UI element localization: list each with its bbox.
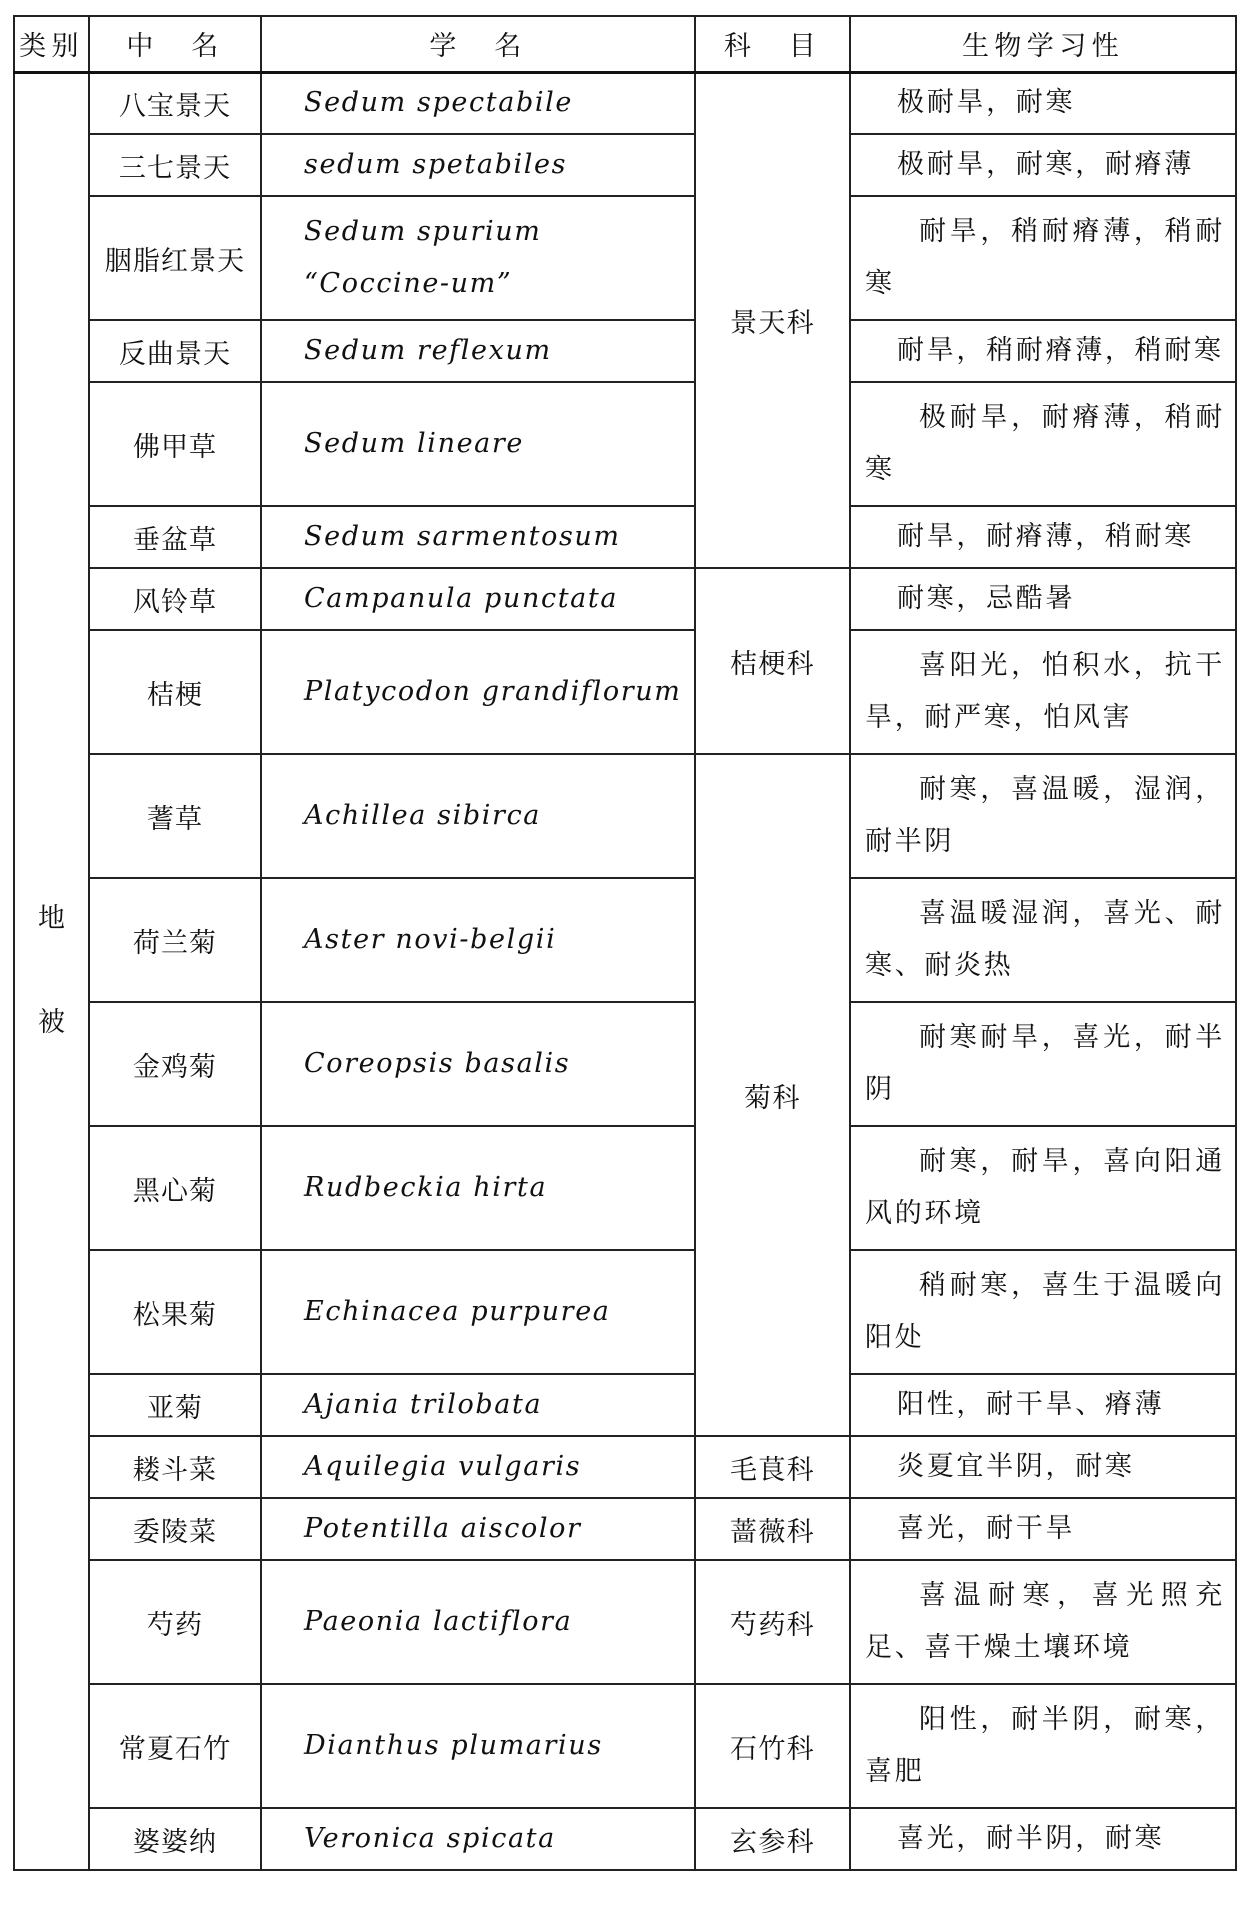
header-category: 类别 [14, 16, 89, 72]
category-cell [14, 72, 89, 1870]
chinese-name-cell: 反曲景天 [89, 320, 261, 382]
chinese-name-cell: 委陵菜 [89, 1498, 261, 1560]
habit-cell: 阳性，耐干旱、瘠薄 [850, 1374, 1236, 1436]
family-cell: 石竹科 [695, 1684, 850, 1808]
habit-cell: 耐旱，耐瘠薄，稍耐寒 [850, 506, 1236, 568]
scientific-name-cell: Sedum spectabile [261, 72, 695, 134]
habit-cell: 喜光，耐干旱 [850, 1498, 1236, 1560]
chinese-name-cell: 黑心菊 [89, 1126, 261, 1250]
scientific-name-cell: Ajania trilobata [261, 1374, 695, 1436]
header-chinese-name: 中 名 [89, 16, 261, 72]
table-row [14, 754, 1236, 878]
header-family: 科 目 [695, 16, 850, 72]
chinese-name-cell: 婆婆纳 [89, 1808, 261, 1870]
category-char: 地 [38, 903, 65, 935]
chinese-name-cell: 常夏石竹 [89, 1684, 261, 1808]
chinese-name-cell: 荷兰菊 [89, 878, 261, 1002]
table-row [14, 1374, 1236, 1436]
chinese-name-cell: 松果菊 [89, 1250, 261, 1374]
scientific-name-cell: Achillea sibirca [261, 754, 695, 878]
table-row [14, 382, 1236, 506]
table-row [14, 1684, 1236, 1808]
plant-table [13, 15, 1237, 1871]
chinese-name-cell: 风铃草 [89, 568, 261, 630]
scientific-name-cell: Sedum reflexum [261, 320, 695, 382]
habit-cell: 耐寒，耐旱，喜向阳通风的环境 [850, 1126, 1236, 1250]
scientific-name-cell: Echinacea purpurea [261, 1250, 695, 1374]
habit-cell: 阳性，耐半阴，耐寒，喜肥 [850, 1684, 1236, 1808]
chinese-name-cell: 金鸡菊 [89, 1002, 261, 1126]
habit-cell: 耐旱，稍耐瘠薄，稍耐寒 [850, 320, 1236, 382]
scientific-name-cell: Campanula punctata [261, 568, 695, 630]
scientific-name-cell: sedum spetabiles [261, 134, 695, 196]
table-row [14, 196, 1236, 320]
table-row [14, 630, 1236, 754]
habit-cell: 喜光，耐半阴，耐寒 [850, 1808, 1236, 1870]
chinese-name-cell: 八宝景天 [89, 72, 261, 134]
table-row [14, 878, 1236, 1002]
table-row [14, 568, 1236, 630]
chinese-name-cell: 三七景天 [89, 134, 261, 196]
table-row [14, 1250, 1236, 1374]
habit-cell: 喜温耐寒，喜光照充足、喜干燥土壤环境 [850, 1560, 1236, 1684]
table-row [14, 72, 1236, 134]
scientific-name-cell: Dianthus plumarius [261, 1684, 695, 1808]
habit-cell: 稍耐寒，喜生于温暖向阳处 [850, 1250, 1236, 1374]
chinese-name-cell: 佛甲草 [89, 382, 261, 506]
table-row [14, 134, 1236, 196]
habit-cell: 极耐旱，耐瘠薄，稍耐寒 [850, 382, 1236, 506]
table-row [14, 1498, 1236, 1560]
chinese-name-cell: 亚菊 [89, 1374, 261, 1436]
habit-cell: 耐寒，忌酷暑 [850, 568, 1236, 630]
family-cell: 蔷薇科 [695, 1498, 850, 1560]
scientific-name-cell: Paeonia lactiflora [261, 1560, 695, 1684]
table-row [14, 1002, 1236, 1126]
family-cell: 菊科 [695, 754, 850, 1436]
chinese-name-cell: 芍药 [89, 1560, 261, 1684]
habit-cell: 极耐旱，耐寒 [850, 72, 1236, 134]
chinese-name-cell: 耧斗菜 [89, 1436, 261, 1498]
table-header-row [14, 16, 1236, 72]
habit-cell: 耐寒耐旱，喜光，耐半阴 [850, 1002, 1236, 1126]
family-cell: 桔梗科 [695, 568, 850, 754]
chinese-name-cell: 桔梗 [89, 630, 261, 754]
chinese-name-cell: 垂盆草 [89, 506, 261, 568]
scientific-name-cell: Coreopsis basalis [261, 1002, 695, 1126]
family-cell: 玄参科 [695, 1808, 850, 1870]
habit-cell: 炎夏宜半阴，耐寒 [850, 1436, 1236, 1498]
chinese-name-cell: 蓍草 [89, 754, 261, 878]
category-char: 被 [38, 1007, 65, 1039]
scientific-name-cell: Veronica spicata [261, 1808, 695, 1870]
table-row [14, 1436, 1236, 1498]
table-row [14, 506, 1236, 568]
habit-cell: 耐旱，稍耐瘠薄，稍耐寒 [850, 196, 1236, 320]
table-row [14, 1560, 1236, 1684]
family-cell: 毛茛科 [695, 1436, 850, 1498]
family-cell: 景天科 [695, 72, 850, 568]
scientific-name-cell: Aquilegia vulgaris [261, 1436, 695, 1498]
table-row [14, 320, 1236, 382]
habit-cell: 喜阳光，怕积水，抗干旱，耐严寒，怕风害 [850, 630, 1236, 754]
header-scientific-name: 学 名 [261, 16, 695, 72]
chinese-name-cell: 胭脂红景天 [89, 196, 261, 320]
scientific-name-cell: Rudbeckia hirta [261, 1126, 695, 1250]
habit-cell: 喜温暖湿润，喜光、耐寒、耐炎热 [850, 878, 1236, 1002]
header-habit: 生物学习性 [850, 16, 1236, 72]
scientific-name-cell: Sedum spurium “Coccine-um” [261, 196, 695, 320]
scientific-name-cell: Potentilla aiscolor [261, 1498, 695, 1560]
habit-cell: 极耐旱，耐寒，耐瘠薄 [850, 134, 1236, 196]
scientific-name-cell: Platycodon grandiflorum [261, 630, 695, 754]
scientific-name-cell: Sedum lineare [261, 382, 695, 506]
scientific-name-cell: Sedum sarmentosum [261, 506, 695, 568]
habit-cell: 耐寒，喜温暖，湿润，耐半阴 [850, 754, 1236, 878]
table-row [14, 1126, 1236, 1250]
family-cell: 芍药科 [695, 1560, 850, 1684]
table-row [14, 1808, 1236, 1870]
scientific-name-cell: Aster novi-belgii [261, 878, 695, 1002]
